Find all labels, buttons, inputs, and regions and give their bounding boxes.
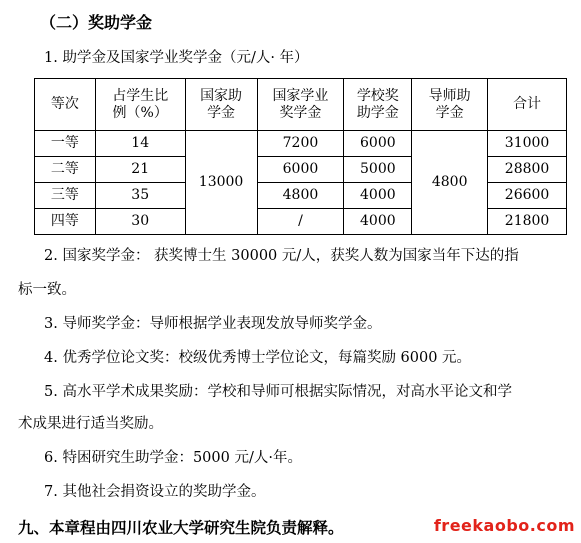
- national-grant-cell: 13000: [185, 131, 257, 235]
- level-cell: 一等: [35, 131, 96, 157]
- total-cell: 21800: [488, 209, 567, 235]
- item-6: 6. 特困研究生助学金：5000 元/人·年。: [44, 450, 302, 466]
- item-7: 7. 其他社会捐资设立的奖助学金。: [44, 484, 266, 500]
- advisor-grant-cell: 4800: [412, 131, 488, 235]
- ratio-cell: 14: [95, 131, 185, 157]
- total-cell: 31000: [488, 131, 567, 157]
- table-row: [35, 183, 567, 209]
- school-cell: 4000: [344, 209, 412, 235]
- school-cell: 5000: [344, 157, 412, 183]
- header-cell: 等次: [35, 79, 96, 131]
- item-2-line-1: 2. 国家奖学金： 获奖博士生 30000 元/人，获奖人数为国家当年下达的指: [44, 248, 519, 264]
- header-cell: [257, 79, 344, 131]
- level-cell: 二等: [35, 157, 96, 183]
- total-cell: 26600: [488, 183, 567, 209]
- item-2-line-2: 标一致。: [18, 282, 76, 298]
- section-title: （二）奖助学金: [40, 13, 153, 32]
- header-text: 国家助学金: [200, 87, 243, 121]
- school-cell: 4000: [344, 183, 412, 209]
- table-row: [35, 131, 567, 157]
- header-cell: [344, 79, 412, 131]
- ratio-cell: 35: [95, 183, 185, 209]
- level-cell: 四等: [35, 209, 96, 235]
- header-text: 占学生比例（%）: [112, 87, 169, 121]
- xueye-cell: 4800: [257, 183, 344, 209]
- header-cell: [412, 79, 488, 131]
- item-3: 3. 导师奖学金：导师根据学业表现发放导师奖学金。: [44, 316, 382, 332]
- item-5-line-2: 术成果进行适当奖励。: [18, 416, 163, 432]
- table-row: [35, 209, 567, 235]
- xueye-cell: 7200: [257, 131, 344, 157]
- header-text: 国家学业奖学金: [272, 87, 329, 121]
- chapter-9-title: 九、本章程由四川农业大学研究生院负责解释。: [18, 519, 344, 537]
- header-cell: 合计: [488, 79, 567, 131]
- total-cell: 28800: [488, 157, 567, 183]
- header-text: 导师助学金: [428, 87, 471, 121]
- level-cell: 三等: [35, 183, 96, 209]
- item-5-line-1: 5. 高水平学术成果奖励：学校和导师可根据实际情况，对高水平论文和学: [44, 384, 512, 400]
- item-4: 4. 优秀学位论文奖：校级优秀博士学位论文，每篇奖励 6000 元。: [44, 350, 472, 366]
- school-cell: 6000: [344, 131, 412, 157]
- ratio-cell: 30: [95, 209, 185, 235]
- item-1-caption: 1. 助学金及国家学业奖学金（元/人· 年）: [44, 50, 309, 66]
- header-text: 学校奖助学金: [356, 87, 399, 121]
- xueye-cell: 6000: [257, 157, 344, 183]
- watermark-logo: freekaobo.com: [433, 516, 575, 535]
- scholarship-table: [34, 78, 567, 235]
- table-header-row: [35, 79, 567, 131]
- xueye-cell: /: [257, 209, 344, 235]
- ratio-cell: 21: [95, 157, 185, 183]
- header-cell: [185, 79, 257, 131]
- header-cell: [95, 79, 185, 131]
- table-row: [35, 157, 567, 183]
